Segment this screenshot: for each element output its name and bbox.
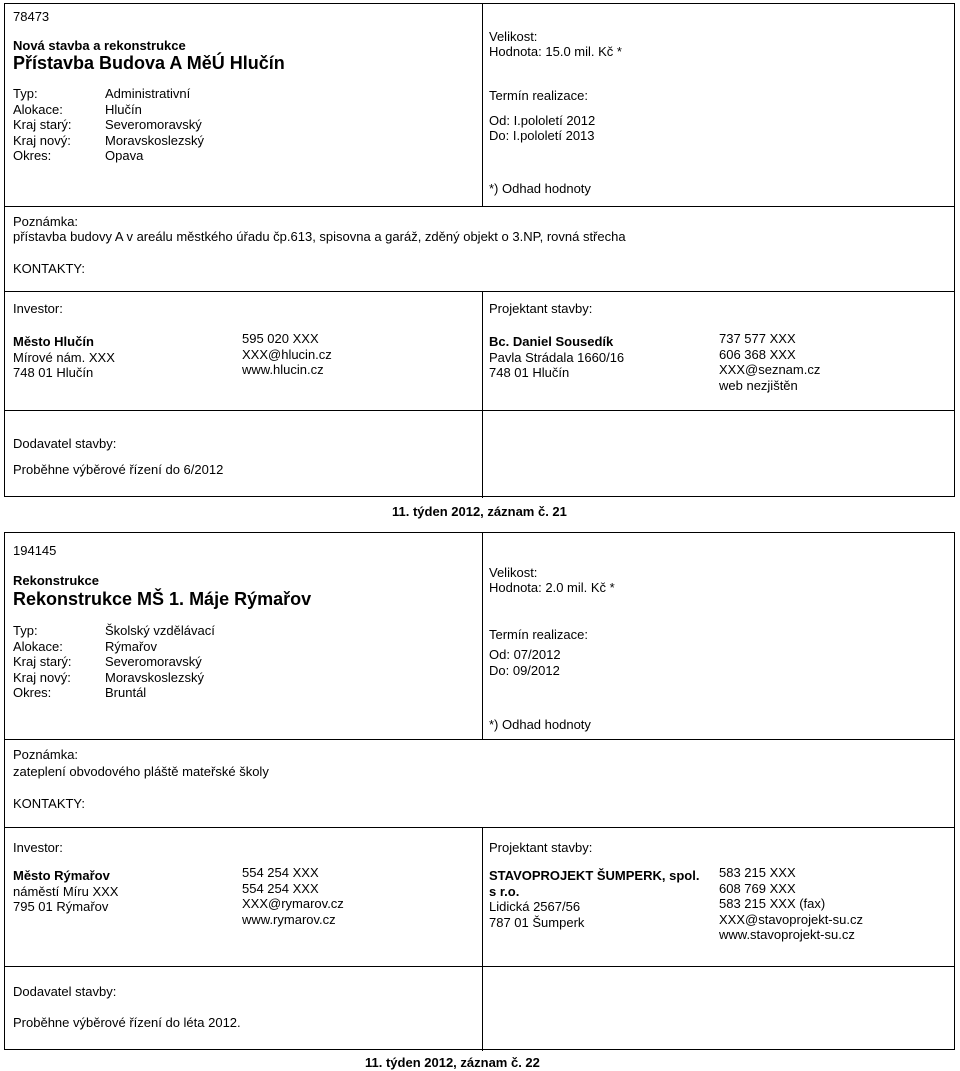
investor-web: www.rymarov.cz [242,911,336,927]
investor-web: www.hlucin.cz [242,362,324,377]
designer-name: Bc. Daniel Sousedík [489,334,614,349]
record-card [4,532,955,1050]
designer-block [489,868,699,930]
contacts-heading: KONTAKTY: [13,796,85,811]
supplier-label: Dodavatel stavby: [13,436,117,451]
detail-row [13,86,204,102]
detail-label: Typ: [13,86,38,101]
column-divider [482,4,483,206]
investor-address-line: 748 01 Hlučín [13,365,94,380]
section-divider [5,739,954,740]
designer-address-line: Lidická 2567/56 [489,899,581,914]
detail-value: Školský vzdělávací [105,623,215,638]
contacts-heading: KONTAKTY: [13,261,85,276]
section-divider [5,827,954,828]
record-card [4,3,955,497]
record-title: Rekonstrukce MŠ 1. Máje Rýmařov [13,589,312,609]
detail-label: Alokace: [13,101,63,117]
detail-label: Kraj nový: [13,132,71,148]
size-value: Hodnota: 2.0 mil. Kč * [489,580,615,595]
section-divider [5,966,954,967]
detail-value: Opava [105,148,144,163]
designer-address-line: 748 01 Hlučín [489,365,570,380]
designer-block [489,334,624,381]
detail-row [13,148,204,164]
term-to: Do: 09/2012 [489,663,560,678]
investor-address-line: náměstí Míru XXX [13,883,119,899]
column-divider [482,410,483,498]
investor-email: XXX@rymarov.cz [242,896,344,911]
detail-value: Bruntál [105,685,147,700]
designer-web: www.stavoprojekt-su.cz [719,927,855,942]
size-value: Hodnota: 15.0 mil. Kč * [489,44,622,59]
size-label: Velikost: [489,29,538,44]
detail-label: Okres: [13,685,52,700]
designer-fax: 583 215 XXX (fax) [719,896,826,911]
column-divider [482,291,483,411]
detail-value: Severomoravský [105,654,202,669]
designer-web: web nezjištěn [719,377,798,393]
estimate-note: *) Odhad hodnoty [489,181,591,196]
record-category: Nová stavba a rekonstrukce [13,38,186,53]
detail-value: Severomoravský [105,117,202,132]
designer-phone: 606 368 XXX [719,346,796,362]
investor-phone: 554 254 XXX [242,865,319,880]
record-id: 194145 [13,543,57,558]
supplier-text: Proběhne výběrové řízení do léta 2012. [13,1015,241,1030]
detail-row [13,654,215,670]
term-from: Od: I.pololetí 2012 [489,113,596,128]
record-id: 78473 [13,9,50,24]
detail-row [13,623,215,639]
designer-contact-block [719,331,820,393]
size-label: Velikost: [489,565,538,580]
note-label: Poznámka: [13,214,79,229]
note-text: přístavba budovy A v areálu městkého úřadu čp.613, spisovna a garáž, zděný objekt o 3.NP, rovná střecha [13,229,626,244]
designer-label: Projektant stavby: [489,301,593,316]
detail-row [13,639,215,655]
detail-row [13,670,215,686]
investor-label: Investor: [13,301,63,316]
detail-label: Typ: [13,623,38,638]
column-divider [482,966,483,1051]
detail-value: Rýmařov [105,638,158,654]
record-title: Přístavba Budova A MěÚ Hlučín [13,53,285,73]
investor-name: Město Hlučín [13,334,94,349]
section-divider [5,206,954,207]
column-divider [482,827,483,967]
designer-phone: 737 577 XXX [719,331,796,346]
investor-contact-block [242,331,332,378]
detail-row [13,133,204,149]
record-footer: 11. týden 2012, záznam č. 21 [392,504,567,519]
detail-value: Hlučín [105,101,142,117]
designer-address-line: 787 01 Šumperk [489,914,585,930]
designer-contact-block [719,865,863,943]
detail-row [13,117,204,133]
designer-email: XXX@seznam.cz [719,362,821,377]
detail-row [13,685,215,701]
detail-value: Administrativní [105,86,191,101]
record-footer: 11. týden 2012, záznam č. 22 [365,1055,540,1070]
investor-email: XXX@hlucin.cz [242,346,332,362]
designer-phone: 608 769 XXX [719,880,796,896]
term-to: Do: I.pololetí 2013 [489,128,595,143]
detail-list [13,86,204,164]
investor-address-line: 795 01 Rýmařov [13,899,109,914]
supplier-label: Dodavatel stavby: [13,984,117,999]
detail-value: Moravskoslezský [105,132,204,148]
investor-contact-block [242,865,344,927]
investor-address-line: Mírové nám. XXX [13,349,115,365]
column-divider [482,533,483,739]
note-label: Poznámka: [13,747,79,762]
term-from: Od: 07/2012 [489,647,561,662]
designer-label: Projektant stavby: [489,840,593,855]
investor-block [13,334,115,381]
supplier-text: Proběhne výběrové řízení do 6/2012 [13,462,224,477]
investor-block [13,868,118,915]
detail-label: Alokace: [13,638,63,654]
estimate-note: *) Odhad hodnoty [489,717,591,732]
detail-list [13,623,215,701]
designer-email: XXX@stavoprojekt-su.cz [719,911,863,927]
term-label: Termín realizace: [489,627,588,642]
detail-row [13,102,204,118]
record-category: Rekonstrukce [13,573,99,588]
detail-label: Okres: [13,148,52,163]
detail-label: Kraj starý: [13,117,72,132]
detail-label: Kraj nový: [13,669,71,685]
section-divider [5,291,954,292]
designer-address-line: Pavla Strádala 1660/16 [489,349,625,365]
investor-phone: 595 020 XXX [242,331,319,346]
section-divider [5,410,954,411]
note-text: zateplení obvodového pláště mateřské školy [13,764,269,779]
investor-label: Investor: [13,840,63,855]
investor-name: Město Rýmařov [13,868,110,883]
term-label: Termín realizace: [489,88,588,103]
investor-phone: 554 254 XXX [242,880,319,896]
designer-name: STAVOPROJEKT ŠUMPERK, spol. [489,868,700,883]
detail-value: Moravskoslezský [105,669,204,685]
detail-label: Kraj starý: [13,654,72,669]
designer-phone: 583 215 XXX [719,865,796,880]
designer-name: s r.o. [489,883,520,899]
